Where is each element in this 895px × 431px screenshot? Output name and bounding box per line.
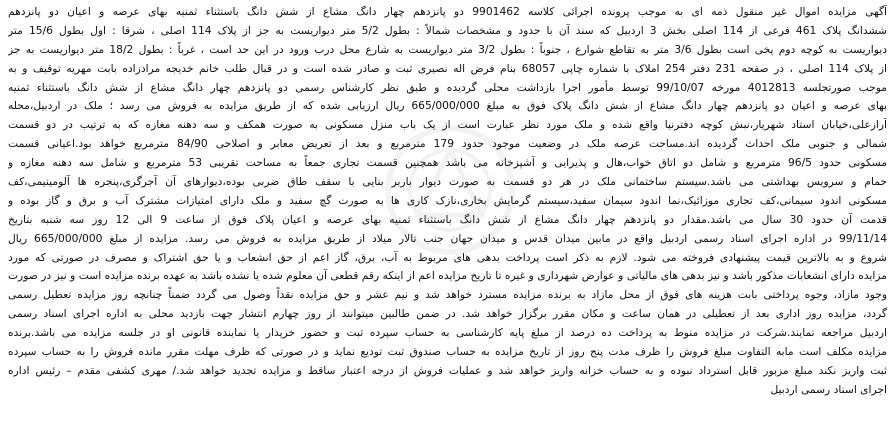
notice-line-1: آگهی مزایده اموال غیر منقول ذمه ای به موجب پرونده اجرائی کلاسه 9901462 دو پانزدهم چهار دانگ مشاع از شش دانگ باستثناء ثمنیه بهای عرصه و اعیان دو پانزدهم <box>8 5 887 18</box>
notice-line-21: اجرای اسناد رسمی اردبیل <box>770 382 887 396</box>
notice-line-4: از پلاک 114 اصلی ، در صفحه 231 دفتر 254 املاک با شماره چاپی 68057 بنام فرض اله نصیری ثبت و صادر شده است و در قبال طلب خانم خدیجه مرادزاده بابت مهریه توقیف و به <box>8 61 887 75</box>
notice-line-17: گردد، مزایده روز اداری بعد از تعطیلی در همان ساعت و مکان مقرر برگزار خواهد شد. در ضمن طالبین میتوانند از روز چهارم انتشار جهت بازدید محلی به اداره اجرای اسناد رسمی <box>8 307 887 321</box>
notice-line-10: حمام و سرویس بهداشتی می باشد.سیستم ساختمانی ملک در هر دو قسمت به صورت دیوار باربر بنایی با سقف طاق ضربی بوده،دیوارهای آن آجرگری،پنجره ها آلومینیمی،کف <box>8 175 887 189</box>
notice-line-5: موجب صورتجلسه 4012813 مورخه 99/10/07 توسط مأمور اجرا بازداشت محلی گردیده و طبق نظر کارشناس رسمی دو پانزدهم چهار دانگ مشاع از شش دانگ باستثناء ثمنیه <box>8 80 887 94</box>
notice-line-3: دیواریست به کوچه دوم پخی است بطول 3/6 متر به تقاطع شوارع ، جنوباً : بطول 3/2 متر دیواریست به شارع محل درب ورود در این حد است ، غرباً : بطول 18/2 متر دیواریست به جز <box>8 42 887 56</box>
notice-line-13: 99/11/14 در اداره اجرای اسناد رسمی اردبیل واقع در مابین میدان قدس و میدان جهان جنب تالار میلاد از طریق مزایده به فروش می رسد. مزایده از مبلغ 665/000/000 ریال <box>8 231 887 245</box>
notice-line-12: قدمت آن حدود 30 سال می باشد.مقدار دو پانزدهم چهار دانگ مشاع از شش دانگ باستثناء ثمنیه بهای عرصه و اعیان پلاک فوق از ساعت 9 الی 12 روز سه شنبه بتاریخ <box>8 212 887 226</box>
notice-line-8: شمالی و جنوبی ملک احداث گردیده اند.مساحت عرصه ملک در وضعیت موجود حدود 179 مترمربع و بعد از تعریض معابر و اصلاحی 84/90 مترمربع خواهد بود.اعیانی قسمت <box>8 137 887 151</box>
notice-line-9: مسکونی حدود 96/5 مترمربع و شامل دو اتاق خواب،هال و پذیرایی و آشپزخانه می باشد همچنین قسمت تجاری جمعاً به مساحت تقریبی 53 مترمربع و شامل سه دهنه مغازه و <box>8 156 887 170</box>
notice-line-2: ششدانگ پلاک 461 فرعی از 114 اصلی بخش 3 اردبیل که سند آن با حدود و مشخصات شمالاً : بطول 5/2 متر دیواریست به جز از پلاک 114 اصلی ، شرقا : اول بطول 15/6 متر <box>8 23 887 37</box>
notice-line-15: مزایده دارای انشعابات مذکور باشد و نیز بدهی های مالیاتی و عوارض شهرداری و غیره تا تاریخ مزایده اعم از اینکه رقم قطعی آن معلوم شده یا نشده باشد به عهده برنده مزایده است و نیز در صورت <box>8 269 887 283</box>
notice-line-18: اردبیل مراجعه نمایند.شرکت در مزایده منوط به پرداخت ده درصد از مبلغ پایه کارشناسی به حساب سپرده ثبت و حضور خریدار یا نماینده قانونی او در جلسه مزایده می باشد.برنده <box>8 326 887 340</box>
notice-line-11: مسکونی اندود سیمانی،کف تجاری موزائیک،نما اندود سیمان سفید،سیستم گرمایش بخاری،نازک کاری ها به صورت گچ سفید و ملک دارای امتیازات مشترک آب و برق و گاز بوده و <box>8 193 887 207</box>
notice-line-16: وجود مازاد، وجوه پرداختی بابت هزینه های فوق از محل مازاد به برنده مزایده مسترد خواهد شد و نیم عشر و حق مزایده نقداً وصول می گردد ضمناً چنانچه روز مزایده تعطیل رسمی <box>8 288 887 302</box>
notice-line-6: بهای عرصه و اعیان دو پانزدهم چهار دانگ مشاع از شش دانگ پلاک فوق به مبلغ 665/000/000 ریال ارزیابی شده که از طریق مزایده به فروش می رسد ؛ ملک در اردبیل،محله <box>8 99 887 113</box>
notice-line-14: شروع و به بالاترین قیمت پیشنهادی فروخته می شود. لازم به ذکر است پرداخت بدهی های مربوط به آب، برق، گاز اعم از حق انشعاب و یا حق اشتراک و مصرف در صورتی که مورد <box>8 250 887 264</box>
notice-line-7: آرازعلی،خیابان استاد شهریار،نبش کوچه دفترنیا واقع شده و ملک مورد نظر عبارت است از یک باب منزل مسکونی به صورت همکف و سه دهنه مغازه که به ترتیب در دو قسمت <box>8 118 887 132</box>
notice-line-19: مزایده مکلف است مابه التفاوت مبلغ فروش را ظرف مدت پنج روز از تاریخ مزایده به حساب صندوق ثبت تودیع نماید و در صورتی که ظرف مهلت مقرر مانده فروش را به حساب سپرده <box>8 345 887 359</box>
notice-line-20: ثبت واریز نکند مبلغ مزبور قابل استرداد نبوده و به حساب خزانه واریز خواهد شد و عملیات فروش از درجه اعتبار ساقط و مزایده تجدید خواهد شد./ مهری کشفی مقدم – رئیس اداره <box>8 363 887 377</box>
